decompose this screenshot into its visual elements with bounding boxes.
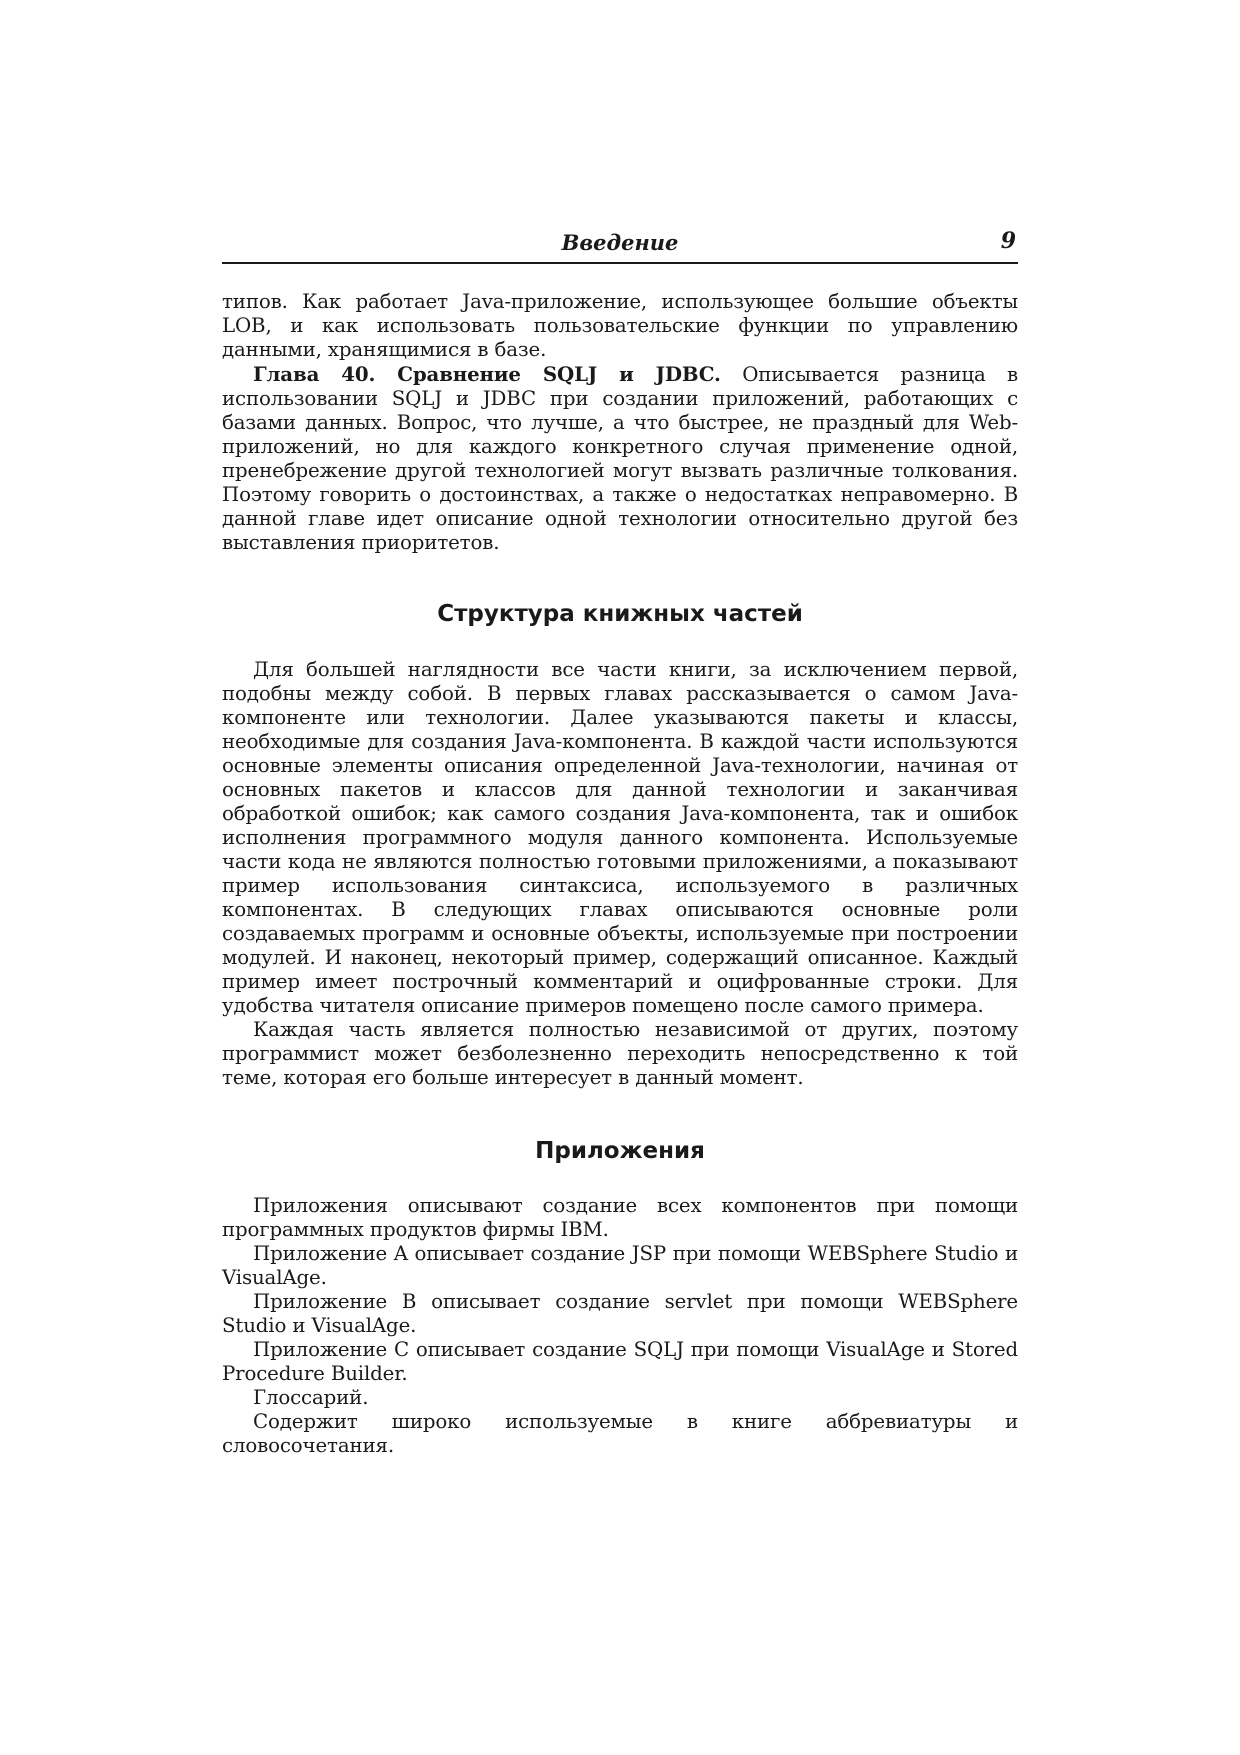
structure-paragraph: Для большей наглядности все части книги, за исключением первой, подобны между собой. В первых главах рассказывается о самом Java-компоненте или технологии. Далее указываются пакеты и классы, необходимые для создания Java-компонента. В каждой части используются основные элементы описания определенной Java-технологии, начиная от основных пакетов и классов для данной технологии и заканчивая обработкой ошибок; как самого создания Java-компонента, так и ошибок исполнения программного модуля данного компонента. Используемые части кода не являются полностью готовыми приложениями, а показывают пример использования синтаксиса, используемого в различных компонентах. В следующих главах описываются основные роли создаваемых программ и основные объекты, используемые при построении модулей. И наконец, некоторый пример, содержащий описанное. Каждый пример имеет построчный комментарий и оцифрованные строки. Для удобства читателя описание примеров помещено после самого примера.	[222, 658, 1018, 1017]
glossary-title: Глоссарий.	[253, 1386, 369, 1409]
glossary-paragraph: Содержит широко используемые в книге аббревиатуры и словосочетания.	[222, 1410, 1018, 1457]
structure-paragraph: Каждая часть является полностью независимой от других, поэтому программист может безболезненно переходить непосредственно к той теме, которая его больше интересует в данный момент.	[222, 1018, 1018, 1089]
body-text	[222, 290, 1018, 1458]
running-head	[222, 226, 1018, 264]
page-number: 9	[1000, 228, 1016, 254]
appendix-a-paragraph: Приложение A описывает создание JSP при помощи WEBSphere Studio и VisualAge.	[222, 1242, 1018, 1289]
appendix-b-paragraph: Приложение B описывает создание servlet при помощи WEBSphere Studio и VisualAge.	[222, 1290, 1018, 1337]
appendices-heading: Приложения	[535, 1138, 705, 1164]
intro-continuation-paragraph: типов. Как работает Java-приложение, использующее большие объекты LOB, и как использовать пользовательские функции по управлению данными, хранящимися в базе.	[222, 290, 1018, 361]
chapter-40-paragraph	[222, 362, 1018, 555]
chapter-40-text: Описывается разница в использовании SQLJ и JDBC при создании приложений, работающих с базами данных. Вопрос, что лучше, а что быстрее, не праздный для Web-приложений, но для каждого конкретного случая применение одной, пренебрежение другой технологией могут вызвать различные толкования. Поэтому говорить о достоинствах, а также о недостатках неправомерно. В данной главе идет описание одной технологии относительно другой без выставления приоритетов.	[222, 363, 1018, 554]
structure-heading: Структура книжных частей	[437, 601, 803, 627]
book-page	[222, 226, 1018, 1458]
chapter-40-title: Глава 40. Сравнение SQLJ и JDBC.	[253, 362, 721, 386]
appendix-c-paragraph: Приложение C описывает создание SQLJ при помощи VisualAge и Stored Procedure Builder.	[222, 1338, 1018, 1385]
running-title: Введение	[561, 230, 679, 255]
appendices-paragraph: Приложения описывают создание всех компонентов при помощи программных продуктов фирмы IBM.	[222, 1194, 1018, 1241]
